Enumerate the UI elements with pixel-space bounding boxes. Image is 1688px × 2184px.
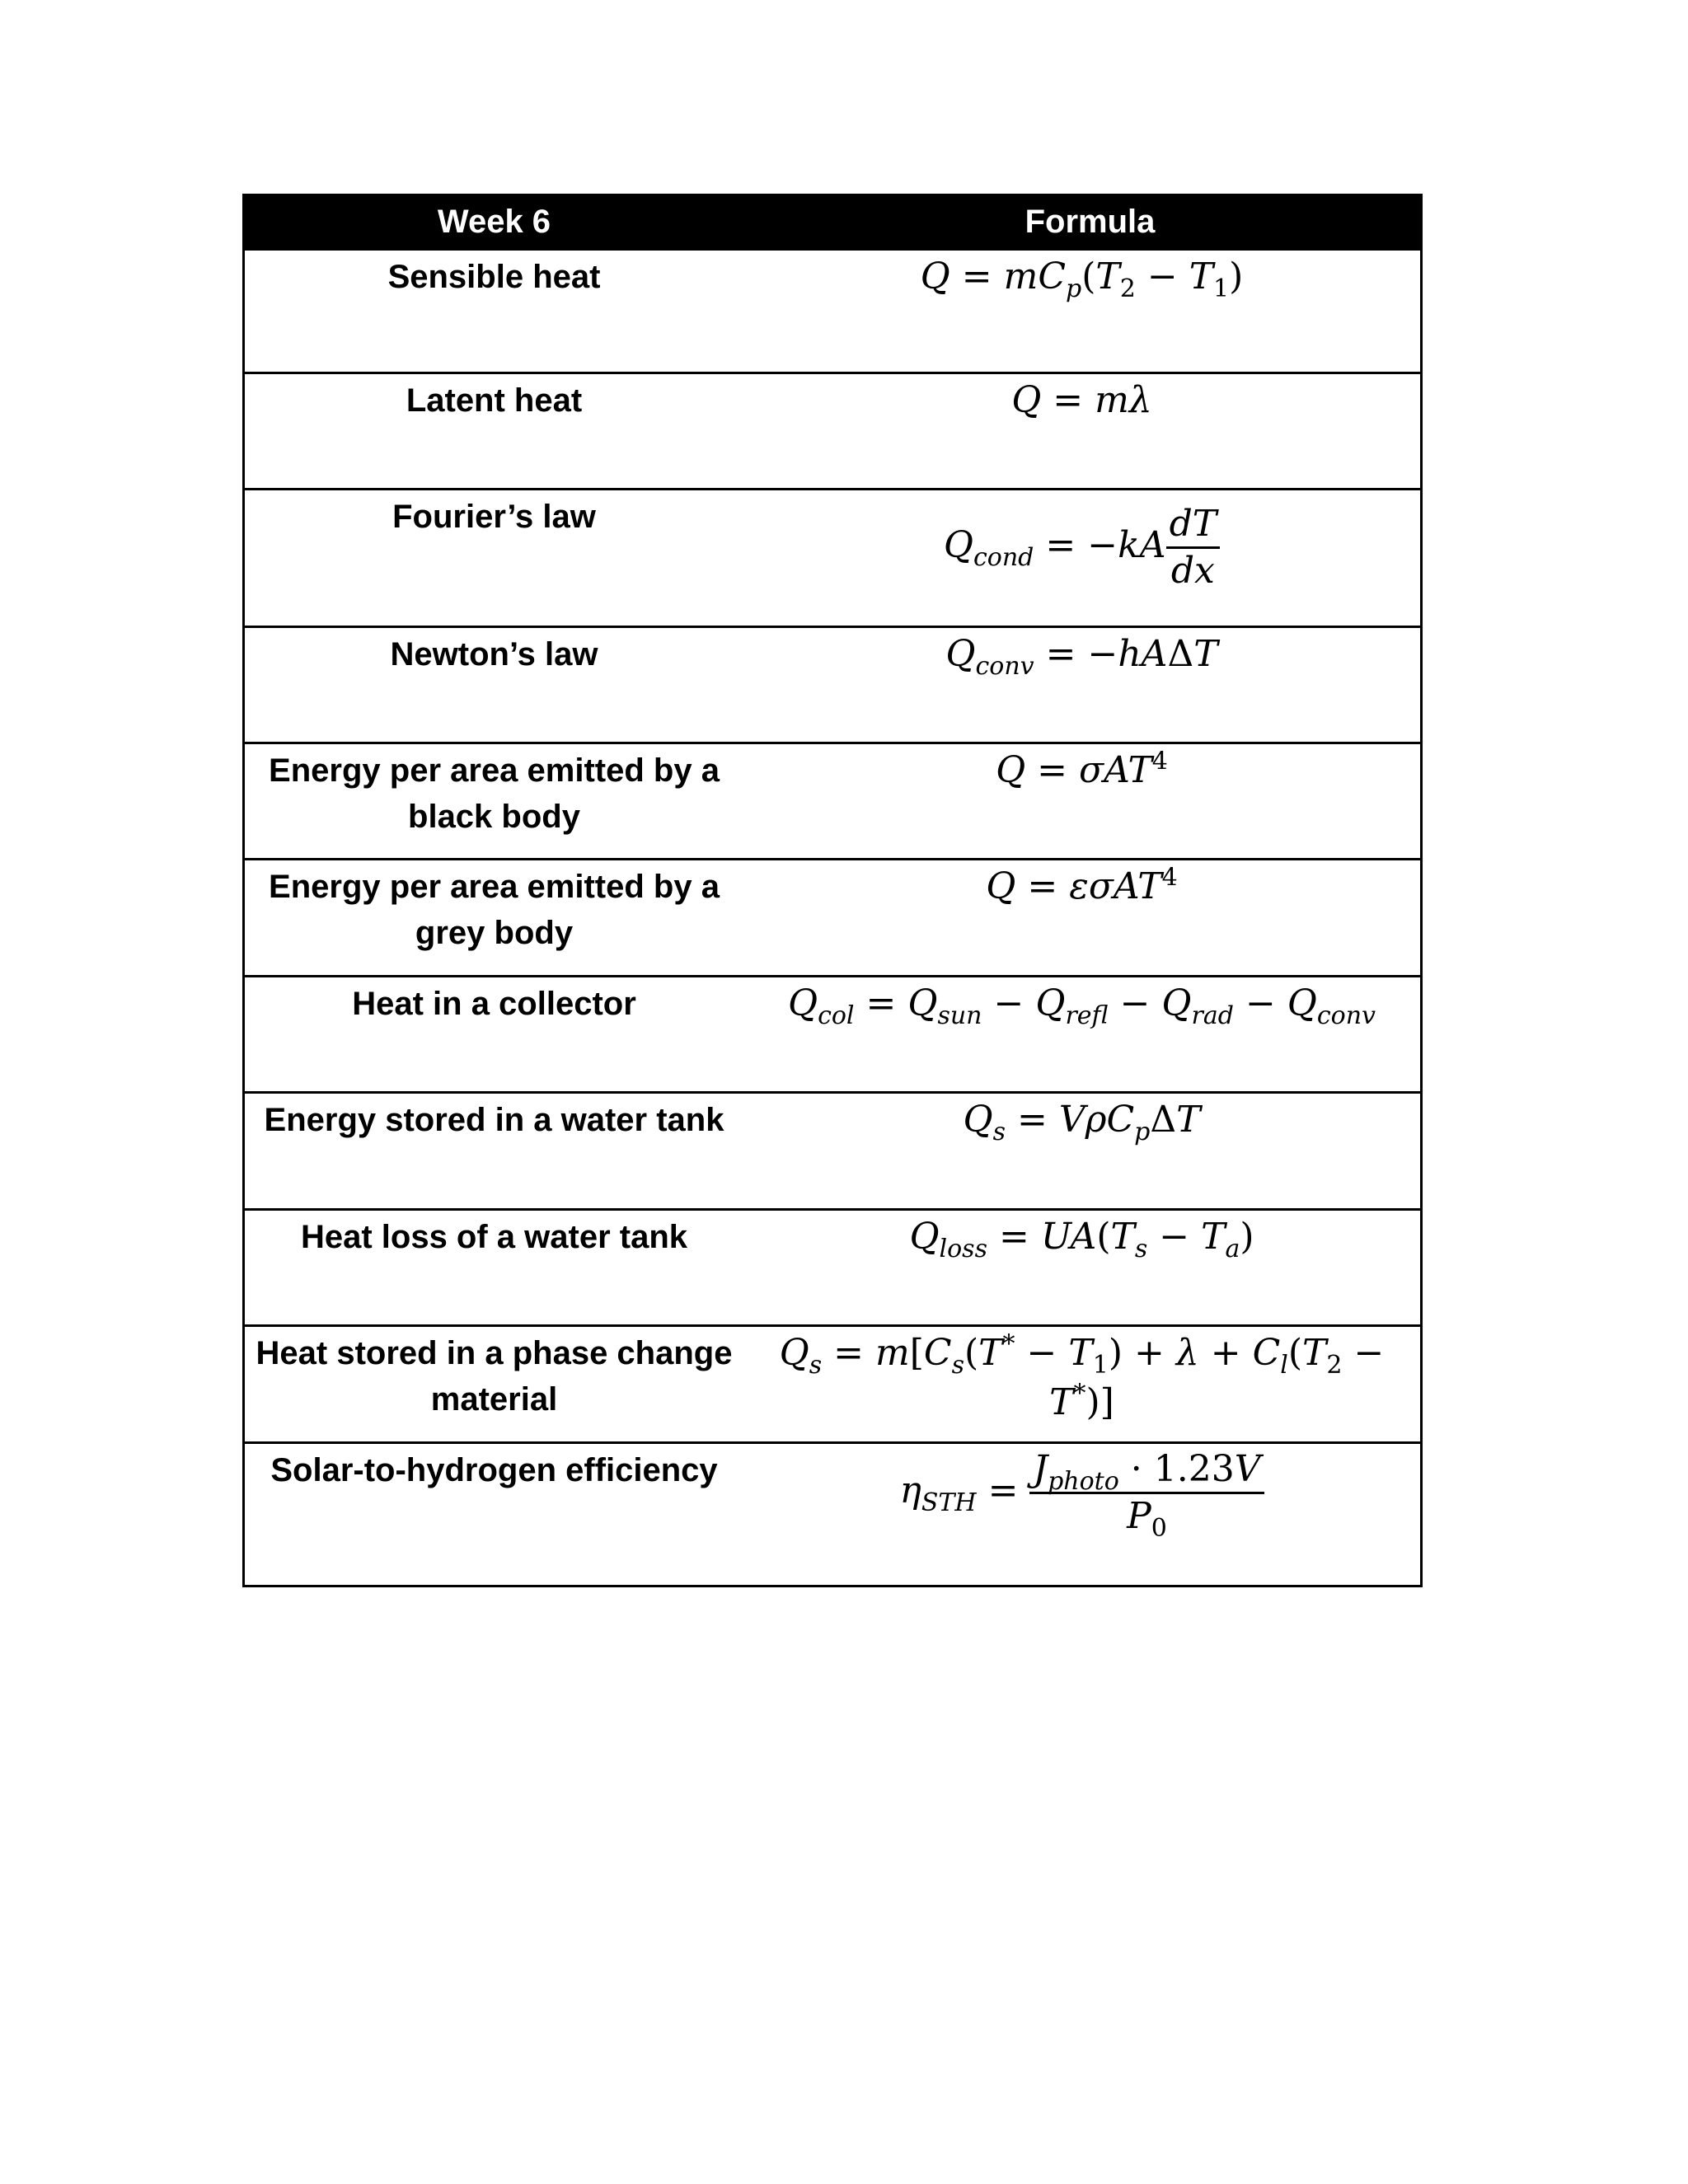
header-formula: Formula — [1025, 204, 1156, 240]
row-formula: $Q = mC_p(T_2 - T_1)$ — [920, 255, 1244, 303]
table-row — [245, 626, 1420, 742]
row-name: Newton’s law — [390, 636, 598, 673]
row-formula: $Q_{loss} = UA(T_s - T_a)$ — [909, 1216, 1254, 1263]
table-row — [245, 975, 1420, 1091]
row-formula: $Q_s = V\rho C_p\Delta T$ — [963, 1099, 1201, 1146]
row-name: Sensible heat — [387, 259, 601, 295]
row-formula: Q = mλ — [1011, 379, 1152, 421]
row-formula: $Q_{conv} = -hA\Delta T$ — [945, 633, 1218, 681]
row-name: Fourier’s law — [392, 499, 596, 535]
formula-table — [242, 194, 1423, 1587]
row-formula: Q = εσAT$^4$ — [986, 863, 1178, 907]
row-name: Heat stored in a phase change material — [256, 1335, 733, 1418]
row-name: Energy per area emitted by a black body — [269, 752, 720, 835]
row-formula: $Q_{cond} = -kA$ $\frac{dT}{dx}$ — [743, 490, 1420, 626]
header-week: Week 6 — [437, 204, 551, 240]
row-name: Latent heat — [406, 382, 583, 419]
table-row — [245, 1208, 1420, 1324]
row-name: Energy stored in a water tank — [264, 1102, 724, 1138]
table-row — [245, 1441, 1420, 1585]
row-name: Solar-to-hydrogen efficiency — [270, 1452, 718, 1488]
row-name: Energy per area emitted by a grey body — [269, 869, 720, 951]
row-formula: $Q_{col} = Q_{sun} - Q_{refl} - Q_{rad} - Q_{conv}$ — [787, 982, 1376, 1030]
table-row — [245, 858, 1420, 975]
table-row — [245, 1091, 1420, 1208]
table-row — [245, 1324, 1420, 1441]
table-header — [245, 196, 1420, 248]
row-name: Heat in a collector — [352, 986, 636, 1022]
row-formula: Q = σAT$^4$ — [996, 747, 1168, 791]
row-name: Heat loss of a water tank — [300, 1219, 688, 1255]
row-formula: $Q_s = m[C_s(T^* - T_1) + \lambda + C_l(T_2 - T^*)]$ — [779, 1329, 1385, 1423]
table-row — [245, 248, 1420, 372]
table-row — [245, 372, 1420, 488]
row-formula: $\eta_{STH}$ = $\frac{J_{photo} \cdot 1.23V}{P_0}$ — [743, 1444, 1420, 1585]
table-row — [245, 488, 1420, 626]
table-row — [245, 742, 1420, 858]
